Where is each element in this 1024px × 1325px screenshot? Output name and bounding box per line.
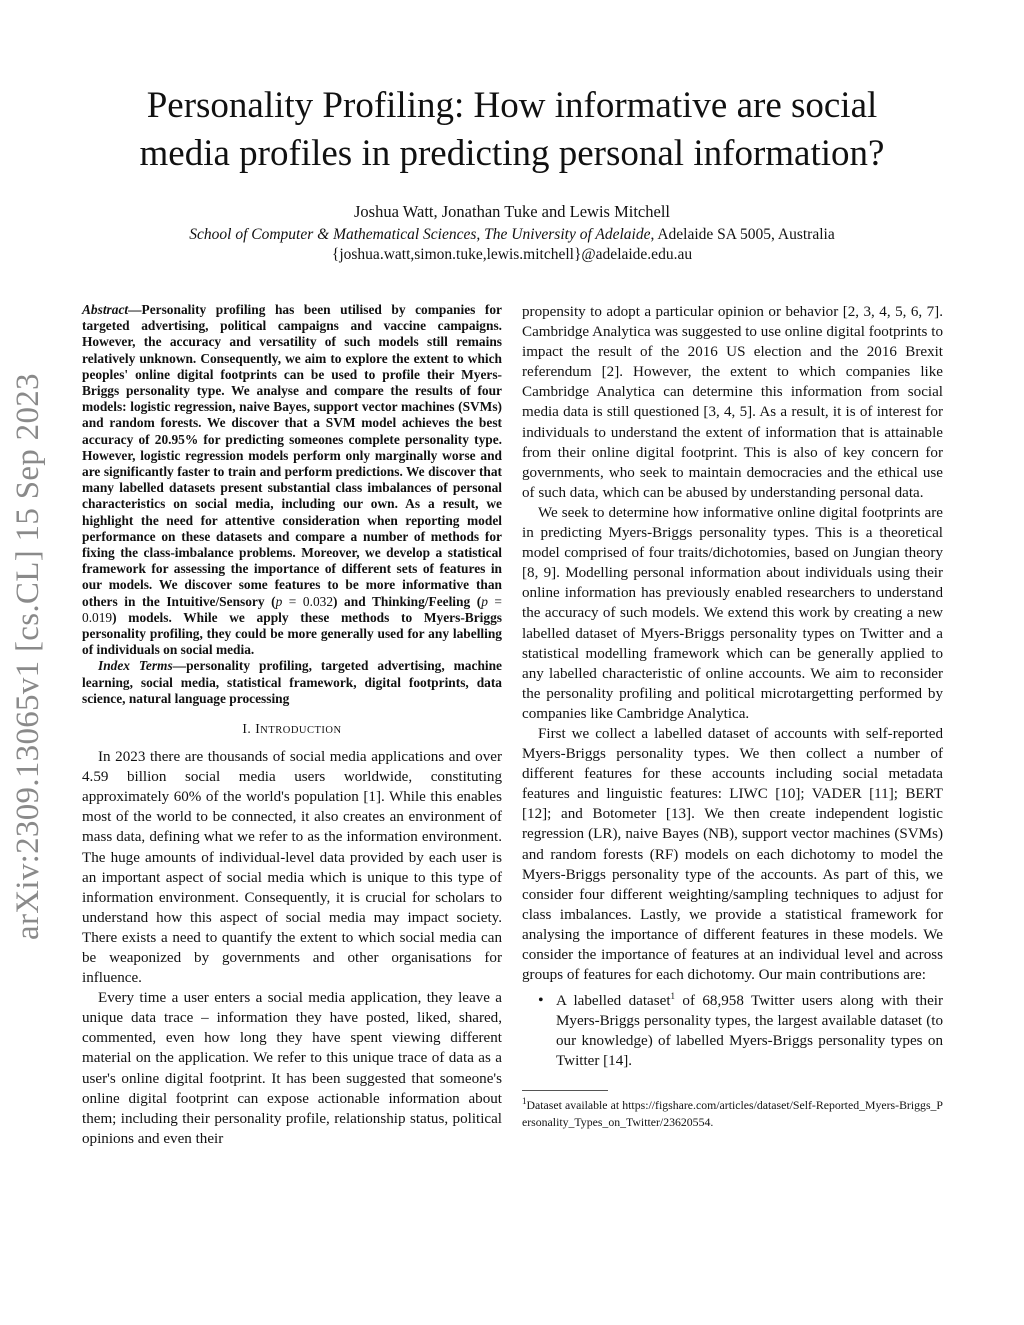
dataset-link[interactable]: https://figshare.com/articles/dataset/Self-Reported_Myers-Briggs_Personality_Types_on_Twitter/23620554 bbox=[522, 1097, 943, 1129]
p-value-1: = 0.032 bbox=[282, 593, 334, 609]
contribution-text-before: A labelled dataset bbox=[556, 993, 671, 1010]
footnote-prefix: Dataset available at bbox=[526, 1097, 623, 1112]
intro-paragraph-1: In 2023 there are thousands of social media applications and over 4.59 billion social media users worldwide, constituting approximately 60% of the world's population [1]. While this enables most of the world to be connected, it also creates an environment of mass data, defining what we refer to as the information environment. The huge amounts of individual-level data provided by each user is an important aspect of social media which is unique to this type of information environment. Consequently, it is crucial for scholars to understand how this aspect of social media may impact society. There exists a need to quantify the extent to which social media can be weaponized by governments and other organisations for influence. bbox=[82, 749, 502, 987]
intro-paragraph-2-continued: propensity to adopt a particular opinion or behavior [2, 3, 4, 5, 6, 7]. Cambridge Analytica was suggested to use online digital footprints to impact the result of the 2016 US election and the 2016 Brexit referendum [2]. However, the extent to which companies like Cambridge Analytica can determine this information from social media data is still questioned [3, 4, 5]. As a result, it is of interest for individuals to understand the extent of information that is attainable from their online digital footprint. This is also of key concern for governments, who seek to maintain democracies and the ethical use of such data, which can be abused by understanding personal data. bbox=[522, 304, 943, 501]
abstract-text-1: Personality profiling has been utilised by companies for targeted advertising, political campaigns and vaccine campaigns. However, the accuracy and versatility of such models still remains relatively unknown. Consequently, we aim to explore the extent to which peoples' online digital footprints can be used to profile their Myers-Briggs personality type. We analyse and compare the results of four models: logistic regression, naive Bayes, support vector machines (SVMs) and random forests. We discover that a SVM model achieves the best accuracy of 20.95% for predicting someones complete personality type. However, logistic regression models perform only marginally worse and are significantly faster to train and perform predictions. We discover that many labelled datasets present substantial class imbalances of personal characteristics on social media, including our own. As a result, we highlight the need for attentive consideration when reporting model performance on these datasets and compare a number of methods for fixing the class-imbalance problems. Moreover, we develop a statistical framework for assessing the importance of different sets of features in our models. We discover some features to be more informative than others in the Intuitive/Sensory ( bbox=[82, 302, 502, 609]
section-numeral: I. bbox=[242, 721, 256, 737]
abstract-label: Abstract bbox=[82, 302, 129, 317]
footnote-mark: 1 bbox=[522, 1095, 527, 1106]
affiliation-institution: School of Computer & Mathematical Sciences, The University of Adelaide bbox=[189, 226, 651, 243]
author-emails: {joshua.watt,simon.tuke,lewis.mitchell}@adelaide.edu.au bbox=[331, 246, 693, 263]
index-terms-text: personality profiling, targeted advertising, machine learning, social media, statistical framework, digital footprints, data science, natural language processing bbox=[82, 658, 502, 706]
intro-paragraph-3: We seek to determine how informative online digital footprints are in predicting Myers-Briggs personality types. This is a theoretical model comprised of four traits/dichotomies, based on Jungian theory [8, 9]. Modelling personal information about individuals using their online information has previously enabled researchers to understand the accuracy of such models. We extend this work by creating a new labelled dataset of Myers-Briggs personality types on Twitter and a statistical modelling framework which can be generally applied to any labelled characteristic of online accounts. We aim to reconsider the personality profiling and political microtargetting performed by companies like Cambridge Analytica. bbox=[522, 504, 943, 722]
index-terms: Index Terms—personality profiling, targeted advertising, machine learning, social media, statistical framework, digital footprints, data science, natural language processing bbox=[82, 658, 502, 706]
title-line-1: Personality Profiling: How informative are social bbox=[146, 85, 878, 126]
affiliation bbox=[0, 226, 1024, 244]
affiliation-location: , Adelaide SA 5005, Australia bbox=[650, 226, 835, 243]
abstract: Abstract—Personality profiling has been utilised by companies for targeted advertising, political campaigns and vaccine campaigns. However, the accuracy and versatility of such models still remains relatively unknown. Consequently, we aim to explore the extent to which peoples' online digital footprints can be used to profile their Myers-Briggs personality type. We analyse and compare the results of four models: logistic regression, naive Bayes, support vector machines (SVMs) and random forests. We discover that a SVM model achieves the best accuracy of 20.95% for predicting someones complete personality type. However, logistic regression models perform only marginally worse and are significantly faster to train and perform predictions. We discover that many labelled datasets present substantial class imbalances of personal characteristics on social media, including our own. As a result, we highlight the need for attentive consideration when reporting model performance on these datasets and compare a number of methods for fixing the class-imbalance problems. Moreover, we develop a statistical framework for assessing the importance of different sets of features in our models. We discover some features to be more informative than others in the Intuitive/Sensory (p = 0.032) and Thinking/Feeling (p = 0.019) models. While we apply these methods to Myers-Briggs personality profiling, they could be more generally used for any labelling of individuals on social media. bbox=[82, 302, 502, 658]
list-item bbox=[556, 991, 943, 1071]
index-terms-label: Index Terms bbox=[98, 658, 173, 674]
arxiv-identifier: arXiv:2309.13065v1 [cs.CL] 15 Sep 2023 bbox=[10, 373, 46, 940]
footnote-suffix: . bbox=[710, 1114, 714, 1129]
p-value-var-2: p bbox=[481, 593, 488, 609]
paper-title bbox=[60, 82, 964, 178]
footnote-divider bbox=[522, 1090, 608, 1091]
title-line-2: media profiles in predicting personal information? bbox=[139, 133, 885, 174]
intro-paragraph-2: Every time a user enters a social media application, they leave a unique data trace – information they have posted, liked, shared, commented, even how long they have spent viewing different material on the application. We refer to this unique trace of data as a user's online digital footprint. It has been suggested that someone's online digital footprint can expose actionable information about them; including their personality profile, relationship status, political opinions and even their bbox=[82, 990, 502, 1147]
section-heading-introduction bbox=[82, 721, 502, 737]
section-name-rest: NTRODUCTION bbox=[260, 725, 342, 737]
abstract-text-2: ) and Thinking/Feeling ( bbox=[333, 593, 482, 609]
footnote-ref[interactable]: 1 bbox=[670, 991, 676, 1002]
intro-paragraph-4: First we collect a labelled dataset of accounts with self-reported Myers-Briggs personality types. We then collect a number of different features for these accounts including social metadata features and linguistic features: LIWC [10]; VADER [11]; BERT [12]; and Botometer [13]. We then create independent logistic regression (LR), naive Bayes (NB), support vector machines (SVMs) and random forests (RF) models on each dichotomy to model the Myers-Briggs personality type of the accounts. As part of this, we consider four different weighting/sampling techniques to adjust for class imbalances. Lastly, we provide a statistical framework for analysing the importance of different features in these models. We consider the importance of features at an individual level and across groups of features for each dichotomy. Our main contributions are: bbox=[522, 725, 943, 984]
abstract-text-3: ) models. While we apply these methods to Myers-Briggs personality profiling, they could be more generally used for any labelling of individuals on social media. bbox=[82, 609, 502, 658]
p-value-2: = 0.019 bbox=[82, 593, 502, 625]
section-name-initial: I bbox=[255, 721, 261, 737]
right-column bbox=[522, 302, 943, 1131]
left-column bbox=[82, 302, 502, 1149]
contribution-text-after: of 68,958 Twitter users along with their Myers-Briggs personality types, the largest available dataset (to our knowledge) of labelled Myers-Briggs personality types on Twitter [14]. bbox=[556, 993, 943, 1070]
footnote bbox=[522, 1097, 943, 1131]
author-list: Joshua Watt, Jonathan Tuke and Lewis Mitchell bbox=[354, 202, 670, 221]
contributions-list bbox=[522, 991, 943, 1071]
p-value-var-1: p bbox=[275, 593, 283, 609]
